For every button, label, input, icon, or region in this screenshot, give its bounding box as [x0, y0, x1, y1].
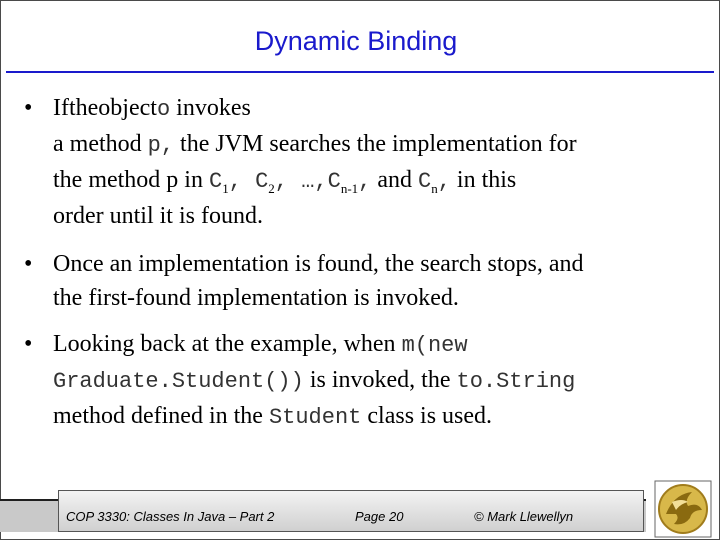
subscript: 2 — [268, 180, 275, 196]
bullet-1 — [24, 91, 684, 233]
subscript: 1 — [222, 180, 229, 196]
text-run: order until it is found. — [53, 203, 263, 229]
ucf-pegasus-logo-icon — [654, 480, 712, 538]
title-divider — [6, 71, 714, 73]
text-run: the first-found implementation is invoked. — [53, 285, 459, 311]
text-run: in this — [450, 167, 517, 193]
code-text: , — [358, 169, 372, 194]
code-text: C — [418, 169, 432, 194]
bullet-line — [53, 91, 684, 127]
text-run: Iftheobject — [53, 95, 157, 121]
bullet-line — [53, 327, 684, 363]
code-text: m(new — [401, 333, 468, 358]
text-run: the method p in — [53, 167, 209, 193]
bullet-marker: • — [24, 331, 33, 357]
text-run: Looking back at the example, when — [53, 331, 402, 357]
code-text: C — [208, 169, 223, 194]
bullet-line — [53, 247, 684, 281]
text-run: Once an implementation is found, the search stops, and — [53, 251, 584, 277]
subscript: n — [431, 180, 438, 196]
text-run: method defined in the — [53, 403, 269, 429]
bullet-3 — [24, 327, 684, 435]
bullet-text — [53, 327, 684, 435]
page-number: Page 20 — [355, 509, 404, 524]
footer-bar — [0, 490, 720, 540]
bullet-text — [53, 247, 684, 315]
code-text: , — [437, 169, 451, 194]
author-label: © Mark Llewellyn — [474, 509, 574, 524]
code-text: Graduate.Student()) — [53, 369, 304, 394]
code-text: Student — [268, 405, 362, 430]
code-text: C — [327, 169, 341, 194]
bullet-marker: • — [24, 95, 33, 121]
bullet-line — [53, 363, 684, 399]
bullet-line — [53, 399, 684, 435]
text-run: is invoked, the — [303, 367, 457, 393]
bullet-marker: • — [24, 251, 33, 277]
text-run: and — [371, 167, 419, 193]
bullet-line — [53, 199, 684, 233]
bullet-line — [53, 163, 684, 199]
code-text: o — [156, 97, 171, 122]
bullet-text — [53, 91, 684, 233]
text-run: a method — [53, 131, 148, 157]
text-run: the JVM searches the implementation for — [174, 131, 577, 157]
text-run: class is used. — [361, 403, 493, 429]
code-text: p, — [147, 133, 175, 158]
course-label: COP 3330: Classes In Java – Part 2 — [66, 509, 275, 524]
code-text: , …, — [274, 169, 328, 194]
bullet-2 — [24, 247, 684, 315]
subscript: n-1 — [340, 180, 359, 196]
slide-title: Dynamic Binding — [254, 26, 458, 56]
code-text: to.String — [456, 369, 576, 394]
bullet-line — [53, 127, 684, 163]
code-text: , C — [228, 169, 269, 194]
text-run: invokes — [170, 95, 251, 121]
bullet-line — [53, 281, 684, 315]
footer-box — [58, 490, 644, 532]
